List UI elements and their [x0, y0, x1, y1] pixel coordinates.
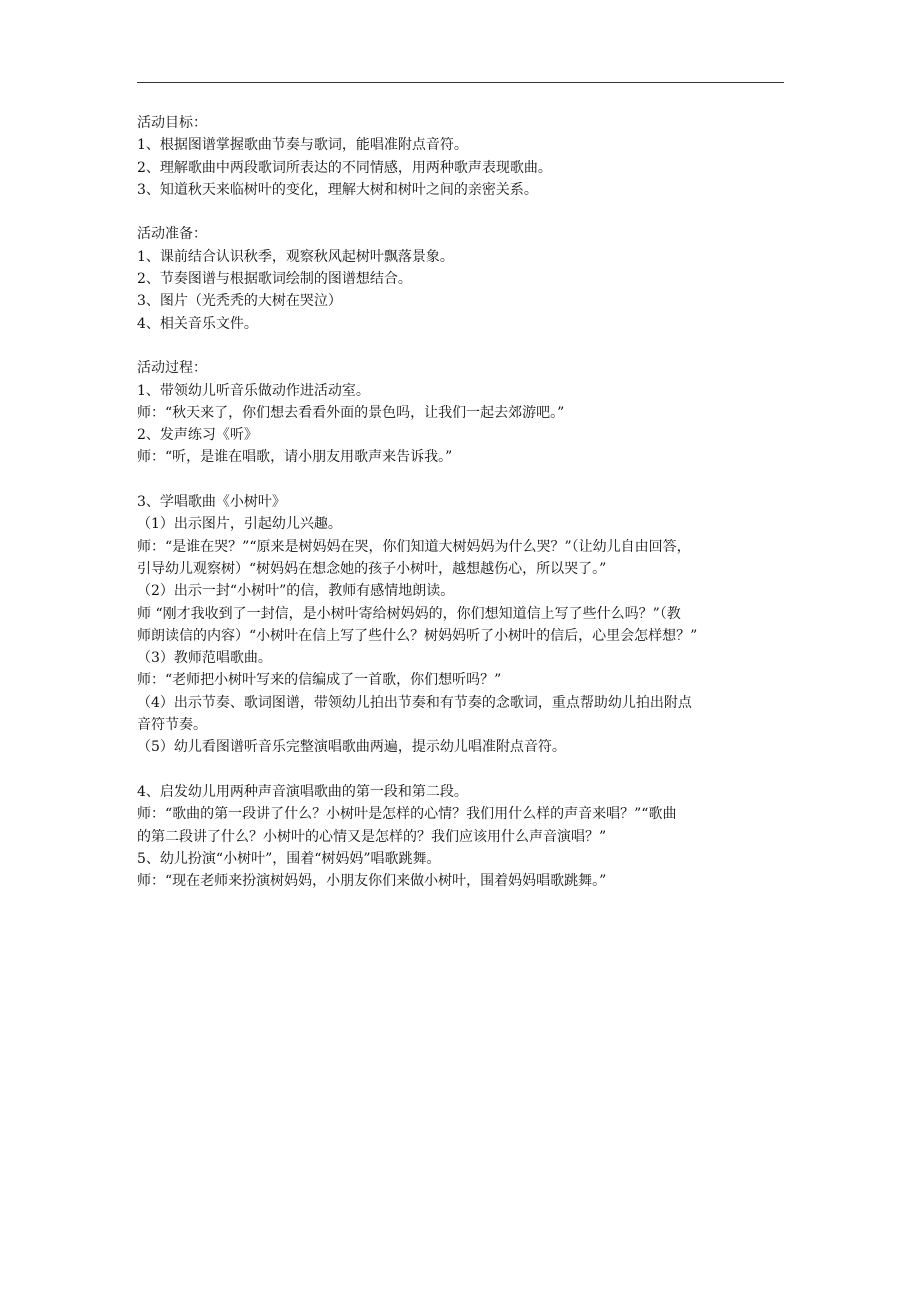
process-line: （4）出示节奏、歌词图谱，带领幼儿拍出节奏和有节奏的念歌词，重点帮助幼儿拍出附点 — [137, 694, 692, 711]
goal-item: 1、根据图谱掌握歌曲节奏与歌词，能唱准附点音符。 — [137, 137, 468, 154]
process-line: 师朗读信的内容）“小树叶在信上写了些什么？树妈妈听了小树叶的信后，心里会怎样想？” — [137, 627, 698, 644]
process-line: 音符节奏。 — [137, 717, 207, 734]
paragraph-gap — [137, 759, 787, 781]
process-line: 2、发声练习《听》 — [137, 427, 258, 444]
section-title-preparation: 活动准备： — [137, 226, 207, 243]
process-line: 引导幼儿观察树）“树妈妈在想念她的孩子小树叶，越想越伤心，所以哭了。” — [137, 560, 607, 577]
section-title-goals: 活动目标： — [137, 115, 207, 131]
goal-item: 3、知道秋天来临树叶的变化，理解大树和树叶之间的亲密关系。 — [137, 181, 538, 198]
process-line: 的第二段讲了什么？小树叶的心情又是怎样的？我们应该用什么声音演唱？” — [137, 828, 607, 845]
paragraph-gap — [137, 335, 787, 357]
preparation-item: 2、节奏图谱与根据歌词绘制的图谱想结合。 — [137, 271, 412, 288]
goal-item: 2、理解歌曲中两段歌词所表达的不同情感，用两种歌声表现歌曲。 — [137, 159, 552, 176]
process-line: 4、启发幼儿用两种声音演唱歌曲的第一段和第二段。 — [137, 783, 468, 800]
process-line: 师：“秋天来了，你们想去看看外面的景色吗，让我们一起去郊游吧。” — [137, 404, 565, 421]
preparation-item: 1、课前结合认识秋季，观察秋风起树叶飘落景象。 — [137, 248, 454, 265]
process-line: 师：“是谁在哭？”“原来是树妈妈在哭，你们知道大树妈妈为什么哭？”（让幼儿自由回答， — [137, 538, 691, 555]
process-line: 3、学唱歌曲《小树叶》 — [137, 494, 286, 511]
process-line: 师 “刚才我收到了一封信，是小树叶寄给树妈妈的，你们想知道信上写了些什么吗？”（教 — [137, 605, 681, 622]
paragraph-gap — [137, 469, 787, 491]
paragraph-gap — [137, 201, 787, 223]
preparation-item: 3、图片（光秃秃的大树在哭泣） — [137, 293, 342, 310]
process-line: 5、幼儿扮演“小树叶”，围着“树妈妈”唱歌跳舞。 — [137, 850, 441, 867]
process-line: 师：“现在老师来扮演树妈妈，小朋友你们来做小树叶，围着妈妈唱歌跳舞。” — [137, 873, 607, 890]
section-title-process: 活动过程： — [137, 360, 207, 377]
process-line: （2）出示一封“小树叶”的信，教师有感情地朗读。 — [137, 583, 455, 600]
header-rule — [137, 82, 784, 83]
document-body — [137, 112, 787, 892]
process-line: 师：“听，是谁在唱歌，请小朋友用歌声来告诉我。” — [137, 449, 453, 466]
process-line: （3）教师范唱歌曲。 — [137, 650, 272, 667]
process-line: 1、带领幼儿听音乐做动作进活动室。 — [137, 382, 370, 399]
process-line: （5）幼儿看图谱听音乐完整演唱歌曲两遍，提示幼儿唱准附点音符。 — [137, 739, 566, 756]
process-line: 师：“老师把小树叶写来的信编成了一首歌，你们想听吗？” — [137, 672, 502, 689]
preparation-item: 4、相关音乐文件。 — [137, 315, 258, 332]
process-line: 师：“歌曲的第一段讲了什么？小树叶是怎样的心情？我们用什么样的声音来唱？”“歌曲 — [137, 806, 677, 823]
process-line: （1）出示图片，引起幼儿兴趣。 — [137, 516, 342, 533]
